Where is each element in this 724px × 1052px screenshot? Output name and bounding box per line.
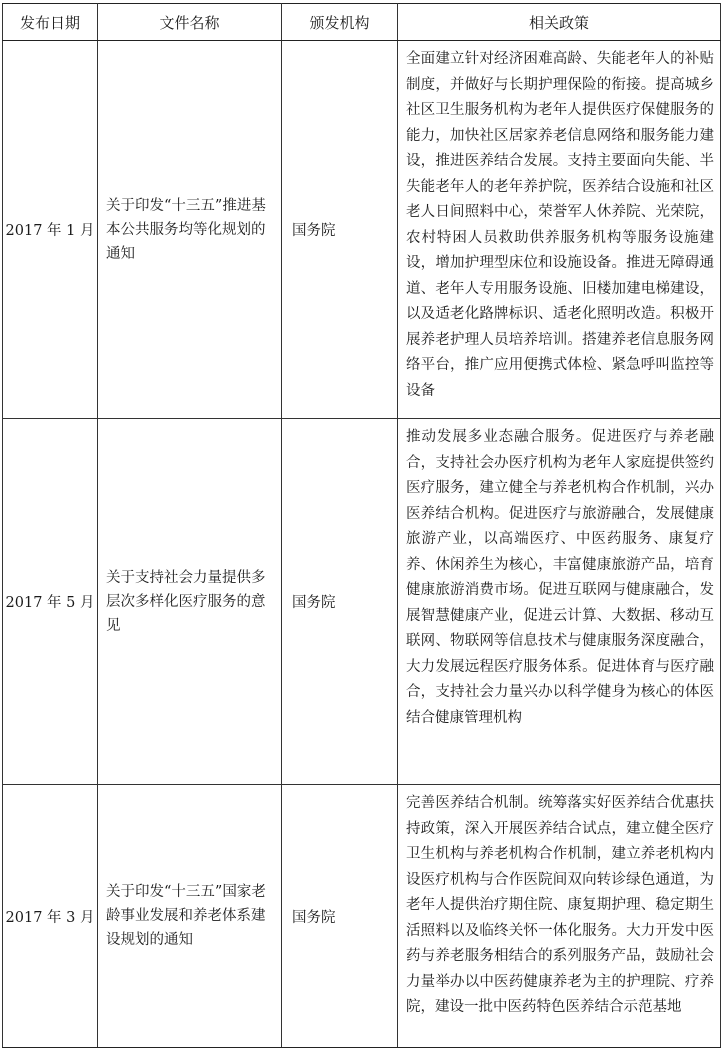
issuer-cell: 国务院 bbox=[282, 419, 398, 785]
policy-cell: 全面建立针对经济困难高龄、失能老年人的补贴制度，并做好与长期护理保险的衔接。提高城乡社区卫生服务机构为老年人提供医疗保健服务的能力，加快社区居家养老信息网络和服务能力建设，推进医养结合发展。支持主要面向失能、半失能老年人的老年养护院，医养结合设施和社区老人日间照料中心，荣誉军人休养院、光荣院，农村特困人员救助供养服务机构等服务设施建设，增加护理型床位和设施设备。推进无障碍通道、老年人专用服务设施、旧楼加建电梯建设，以及适老化路牌标识、适老化照明改造。积极开展养老护理人员培养培训。搭建养老信息服务网络平台，推广应用便携式体检、紧急呼叫监控等设备 bbox=[398, 41, 721, 419]
header-row bbox=[3, 4, 721, 41]
date-cell: 2017 年 1 月 bbox=[3, 41, 98, 419]
policy-table bbox=[2, 3, 721, 1048]
table-row bbox=[3, 785, 721, 1048]
date-cell: 2017 年 5 月 bbox=[3, 419, 98, 785]
document-name-cell: 关于印发“十三五”推进基本公共服务均等化规划的通知 bbox=[98, 41, 282, 419]
header-policy: 相关政策 bbox=[398, 4, 721, 41]
table-row bbox=[3, 41, 721, 419]
policy-cell: 完善医养结合机制。统筹落实好医养结合优惠扶持政策，深入开展医养结合试点，建立健全医疗卫生机构与养老机构合作机制，建立养老机构内设医疗机构与合作医院间双向转诊绿色通道，为老年人提供治疗期住院、康复期护理、稳定期生活照料以及临终关怀一体化服务。大力开发中医药与养老服务相结合的系列服务产品，鼓励社会力量举办以中医药健康养老为主的护理院、疗养院，建设一批中医药特色医养结合示范基地 bbox=[398, 785, 721, 1048]
header-issuer: 颁发机构 bbox=[282, 4, 398, 41]
table-body bbox=[3, 41, 721, 1048]
document-name-cell: 关于印发“十三五”国家老龄事业发展和养老体系建设规划的通知 bbox=[98, 785, 282, 1048]
issuer-cell: 国务院 bbox=[282, 41, 398, 419]
policy-cell: 推动发展多业态融合服务。促进医疗与养老融合，支持社会办医疗机构为老年人家庭提供签约医疗服务，建立健全与养老机构合作机制，兴办医养结合机构。促进医疗与旅游融合，发展健康旅游产业，以高端医疗、中医药服务、康复疗养、休闲养生为核心，丰富健康旅游产品，培育健康旅游消费市场。促进互联网与健康融合，发展智慧健康产业，促进云计算、大数据、移动互联网、物联网等信息技术与健康服务深度融合，大力发展远程医疗服务体系。促进体育与医疗融合，支持社会力量兴办以科学健身为核心的体医结合健康管理机构 bbox=[398, 419, 721, 785]
table-header bbox=[3, 4, 721, 41]
table-row bbox=[3, 419, 721, 785]
document-name-cell: 关于支持社会力量提供多层次多样化医疗服务的意见 bbox=[98, 419, 282, 785]
header-name: 文件名称 bbox=[98, 4, 282, 41]
issuer-cell: 国务院 bbox=[282, 785, 398, 1048]
date-cell: 2017 年 3 月 bbox=[3, 785, 98, 1048]
header-date: 发布日期 bbox=[3, 4, 98, 41]
